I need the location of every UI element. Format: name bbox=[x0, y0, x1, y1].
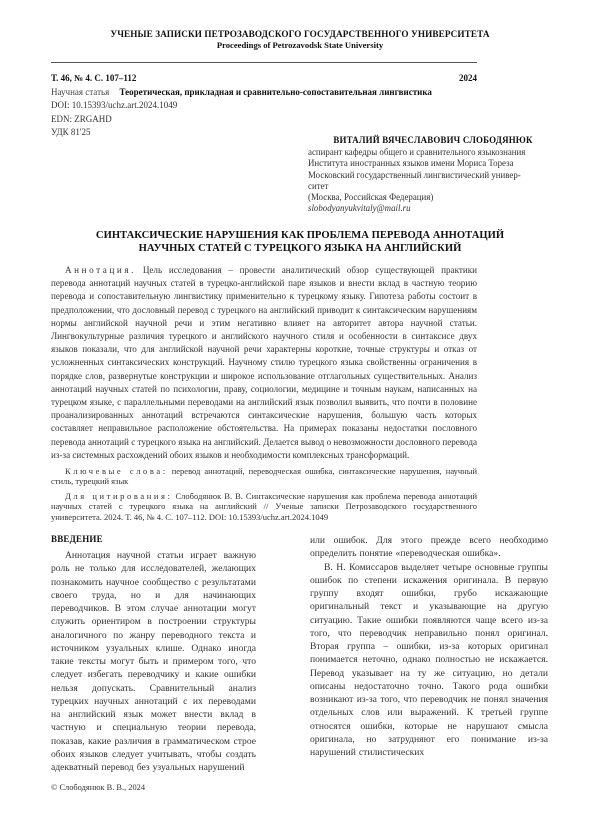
edn: EDN: ZRGAHD bbox=[51, 113, 112, 124]
author-affiliation-line: Института иностранных языков имени Мориса Тореза bbox=[308, 158, 514, 169]
abstract-paragraph bbox=[51, 264, 477, 462]
keywords-text: перевод аннотаций, переводческая ошибка, синтаксические нарушения, научный стиль, турецкий язык bbox=[51, 466, 477, 487]
body-column-right bbox=[310, 534, 548, 759]
keywords-label: Ключевые слова: bbox=[65, 466, 168, 477]
publication-year: 2024 bbox=[459, 73, 477, 83]
abstract-label: Аннотация. bbox=[65, 265, 137, 275]
author-name: ВИТАЛИЙ ВЯЧЕСЛАВОВИЧ СЛОБОДЯНЮК bbox=[333, 135, 533, 145]
author-affiliation-line: аспирант кафедры общего и сравнительного языкознания bbox=[308, 147, 526, 158]
author-email-link[interactable]: slobodyanyukvitaly@mail.ru bbox=[308, 203, 411, 214]
author-affiliation-line: Московский государственный лингвистический универ- bbox=[308, 169, 521, 180]
doi: DOI: 10.15393/uchz.art.2024.1049 bbox=[51, 100, 178, 111]
author-block bbox=[308, 135, 538, 214]
body-paragraph: Аннотация научной статьи играет важную роль не только для исследователей, желающих познакомить научное сообщество с результатами своего труда, но и для начинающих переводчиков. В этом случае аннотации могут служить ориентиром в построении структуры аналогичного по жанру переводного текста и источником узуальных клише. Однако иногда такие тексты могут быть и примером того, что следует избегать переводчику и какие ошибки нельзя допускать. Сравнительный анализ турецких научных аннотаций с их переводами на английский язык может внести вклад в частную и специальную теории перевода, показав, какие различия в грамматическом строе обоих языков следует учитывать, чтобы создать адекватный перевод без узуальных нарушений bbox=[51, 550, 256, 773]
citation bbox=[51, 491, 477, 522]
abstract-text: Цель исследования – провести аналитический обзор существующей практики перевода аннотаций научных статей в турецко-английской паре языков и внести вклад в частную теорию перевода и сопоставительную лингвистику применительно к турецкому языку. Гипотеза работы состоит в предположении, что дословный перевод с турецкого на английский приводит к синтаксическим нарушениям нормы английской научной речи и этим негативно влияет на авторитет автора научной статьи. Лингвокультурные различия турецкого и английского научного стиля и особенности в синтаксисе двух языков показали, что для английской научной речи характерны короткие, точные структуры и отказ от усложненных синтаксических конструкций. Научному стилю турецкого языка свойственны ограничения в порядке слов, развернутые конструкции и широкое использование отглагольных существительных. Анализ аннотаций научных статей по психологии, праву, социологии, медицине и точным наукам, написанных на турецком языке, с параллельными переводами на английский язык позволил выявить, что почти в половине проанализированных аннотаций встречаются синтаксические нарушения, большую часть которых составляет неправильное расположение обстоятельства. На примерах показаны недостатки пословного перевода аннотаций с турецкого языка на английский. Делается вывод о невозможности дословного перевода из-за системных расхождений обоих языков и необходимости комплексных трансформаций. bbox=[51, 265, 478, 460]
journal-subtitle: Proceedings of Petrozavodsk State University bbox=[216, 40, 384, 50]
body-column-left bbox=[51, 534, 256, 792]
author-affiliation-line: ситет bbox=[308, 180, 329, 191]
copyright-notice: © Слободянюк В. В., 2024 bbox=[51, 783, 146, 793]
udk: УДК 81'25 bbox=[51, 127, 91, 138]
abstract bbox=[51, 264, 477, 522]
article-title-line: НАУЧНЫХ СТАТЕЙ С ТУРЕЦКОГО ЯЗЫКА НА АНГЛИЙСКИЙ bbox=[138, 243, 462, 254]
article-section: Теоретическая, прикладная и сравнительно-сопоставительная лингвистика bbox=[119, 86, 432, 97]
article-title-line: СИНТАКСИЧЕСКИЕ НАРУШЕНИЯ КАК ПРОБЛЕМА ПЕРЕВОДА АННОТАЦИЙ bbox=[95, 230, 505, 241]
keywords bbox=[51, 466, 477, 487]
article-metadata bbox=[51, 72, 477, 140]
citation-label: Для цитирования: bbox=[65, 490, 173, 501]
header-divider bbox=[51, 62, 477, 63]
journal-title: УЧЕНЫЕ ЗАПИСКИ ПЕТРОЗАВОДСКОГО ГОСУДАРСТВЕННОГО УНИВЕРСИТЕТА bbox=[110, 29, 490, 39]
body-paragraph: или ошибок. Для этого прежде всего необходимо определить понятие «переводческая ошибка». bbox=[310, 535, 548, 560]
body-paragraph: В. Н. Комиссаров выделяет четыре основные группы ошибок по степени искажения оригинала. В первую группу входят ошибки, грубо искажающие оригинальный текст и указывающие на другую ситуацию. Такие ошибки появляются чаще всего из-за того, что переводчик неправильно понял оригинал. Вторая группа – ошибки, из-за которых оригинал понимается неточно, однако полностью не искажается. Перевод указывает на ту же ситуацию, но детали описаны недостаточно точно. Такого рода ошибки возникают из-за того, что переводчик не понял значения отдельных слов или выражений. К третьей группе относятся ошибки, которые не нарушают смысла оригинала, но затрудняют его понимание из-за нарушений стилистических bbox=[310, 561, 548, 758]
author-affiliation-line: (Москва, Российская Федерация) bbox=[308, 192, 434, 203]
issue-info: Т. 46, № 4. С. 107–112 bbox=[51, 73, 137, 83]
article-type: Научная статья bbox=[51, 86, 110, 97]
section-heading: ВВЕДЕНИЕ bbox=[51, 534, 103, 544]
citation-text: Слободянюк В. В. Синтаксические нарушения как проблема перевода аннотаций научных статей с турецкого языка на английский // Ученые записки Петрозаводского государственного университета. 2024. Т. 46, № 4. С. 107–112. DOI: 10.15393/uchz.art.2024.1049 bbox=[51, 490, 477, 522]
article-title bbox=[40, 229, 560, 255]
article-type-row bbox=[51, 86, 477, 100]
